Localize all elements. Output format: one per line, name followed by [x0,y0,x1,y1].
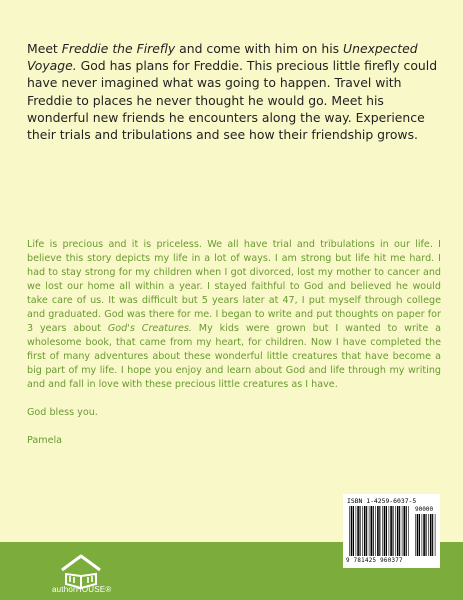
letter-blessing: God bless you. [27,407,98,418]
barcode-bar [432,514,433,556]
barcode-bar [402,506,403,556]
barcode-bar [349,506,350,556]
barcode-panel [343,494,440,568]
barcode-bar [362,506,363,556]
barcode-bar [404,506,406,556]
author-letter [27,238,441,462]
barcode-bar [375,506,376,556]
book-title-freddie: Freddie the Firefly [61,41,176,56]
addon-barcode [415,514,437,556]
barcode-bar [406,506,407,556]
barcode-bar [371,506,373,556]
letter-text-start: Life is precious and it is priceless. We all have trial and tribulations in our life. I believe this story depicts my life in a lot of ways. I am strong but life hit me hard. I had to stay strong for my children when I got divorced, lost my mother to cancer and we lost our home all within a year. I stayed faithful to God and believed he would take care of us. It was difficult but 5 years later at 47, I put myself through college and graduated. God was there for me. I began to write and put thoughts on paper for 3 years about [27,239,441,334]
ean-barcode [349,506,411,556]
barcode-bar [360,506,361,556]
barcode-bar [415,514,416,556]
barcode-bar [389,506,390,556]
price-code: 90000 [415,506,434,513]
barcode-bar [435,514,436,556]
barcode-bar [430,514,432,556]
barcode-bar [351,506,353,556]
barcode-bar [377,506,379,556]
barcode-bar [356,506,357,556]
book-title-voyage: Unexpected Voyage. [27,41,418,74]
barcode-bar [369,506,370,556]
barcode-bar [395,506,396,556]
barcode-number: 9 781425 960377 [346,558,403,564]
barcode-bar [428,514,429,556]
blurb-text-3: God has plans for Freddie. This precious little firefly could have never imagined what was going to happen. Travel with Freddie to places he never thought he would go. Meet his wonderful new friends he encounters along the way. Experience their trials and tribulations and see how their friendship grows. [27,58,438,143]
letter-text-end: My kids were grown but I wanted to write a wholesome book, that came from my heart, for children. Now I have completed the first of many adventures about these wonderful little creatures that have become a big part of my life. I hope you enjoy and learn about God and life through my writing and and fall in love with these precious little creatures as I have. [27,323,441,390]
barcode-bar [423,514,425,556]
barcode-bar [382,506,383,556]
barcode-bar [426,514,427,556]
barcode-bar [419,514,420,556]
barcode-bar [390,506,392,556]
back-cover-blurb [27,40,441,143]
barcode-bar [357,506,359,556]
barcode-bar [366,506,367,556]
publisher-name: authorHOUSE® [52,585,112,594]
barcode-bar [408,506,409,556]
barcode-bar [399,506,400,556]
barcode-bar [373,506,374,556]
barcode-bar [379,506,380,556]
blurb-text-2: and come with him on his [175,41,344,56]
blurb-text-1: Meet [27,41,62,56]
series-title: God's Creatures. [107,323,192,334]
barcode-bar [353,506,354,556]
letter-signature: Pamela [27,435,63,446]
letter-paragraph [27,238,441,392]
barcode-bar [384,506,386,556]
barcode-bar [386,506,387,556]
isbn-label: ISBN 1-4259-6037-5 [347,497,417,505]
barcode-bar [397,506,399,556]
barcode-bar [417,514,419,556]
barcode-bar [364,506,366,556]
barcode-bar [422,514,423,556]
barcode-bar [393,506,394,556]
